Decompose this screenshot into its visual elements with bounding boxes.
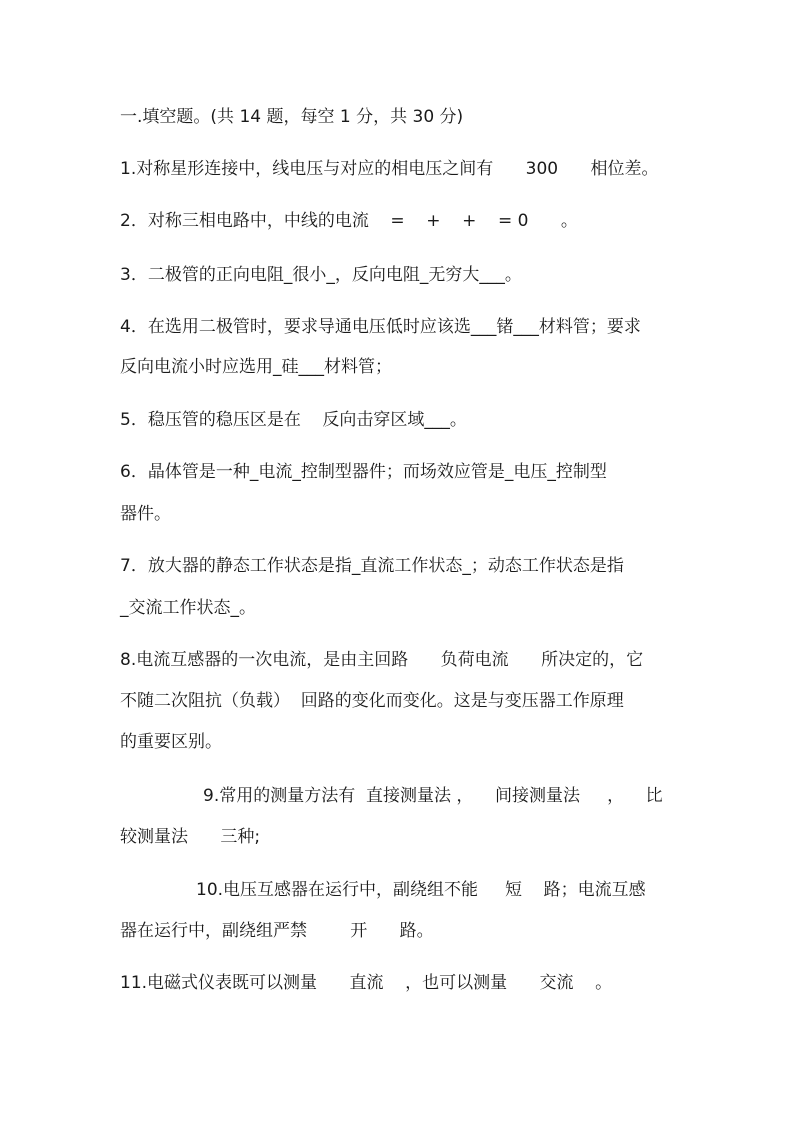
question-10-line-2: 器在运行中，副绕组严禁 开 路。 bbox=[120, 921, 434, 941]
question-9-line-2: 较测量法 三种; bbox=[120, 827, 261, 847]
question-4-line-2: 反向电流小时应选用_硅___材料管； bbox=[120, 357, 392, 377]
question-9-line-1: 9.常用的测量方法有 直接测量法 ， 间接测量法 ， 比 bbox=[203, 786, 663, 806]
question-4-line-1: 4．在选用二极管时，要求导通电压低时应该选___锗___材料管；要求 bbox=[120, 317, 641, 337]
question-3: 3．二极管的正向电阻_很小_，反向电阻_无穷大___。 bbox=[120, 265, 522, 285]
question-10-line-1: 10.电压互感器在运行中，副绕组不能 短 路；电流互感 bbox=[196, 880, 646, 900]
question-7-line-1: 7．放大器的静态工作状态是指_直流工作状态_；动态工作状态是指 bbox=[120, 556, 624, 576]
question-7-line-2: _交流工作状态_。 bbox=[120, 598, 256, 618]
question-8-line-2: 不随二次阻抗（负载） 回路的变化而变化。这是与变压器工作原理 bbox=[120, 691, 624, 711]
question-5: 5．稳压管的稳压区是在 反向击穿区域___。 bbox=[120, 410, 467, 430]
question-8-line-3: 的重要区别。 bbox=[120, 732, 222, 752]
question-11: 11.电磁式仪表既可以测量 直流 ，也可以测量 交流 。 bbox=[120, 973, 613, 993]
question-6-line-1: 6．晶体管是一种_电流_控制型器件；而场效应管是_电压_控制型 bbox=[120, 462, 607, 482]
question-1: 1.对称星形连接中，线电压与对应的相电压之间有 300 相位差。 bbox=[120, 159, 659, 179]
section-heading: 一.填空题。(共 14 题，每空 1 分，共 30 分) bbox=[120, 107, 464, 127]
question-6-line-2: 器件。 bbox=[120, 504, 171, 524]
question-2: 2．对称三相电路中，中线的电流 = + + = 0 。 bbox=[120, 211, 578, 231]
question-8-line-1: 8.电流互感器的一次电流，是由主回路 负荷电流 所决定的，它 bbox=[120, 650, 644, 670]
